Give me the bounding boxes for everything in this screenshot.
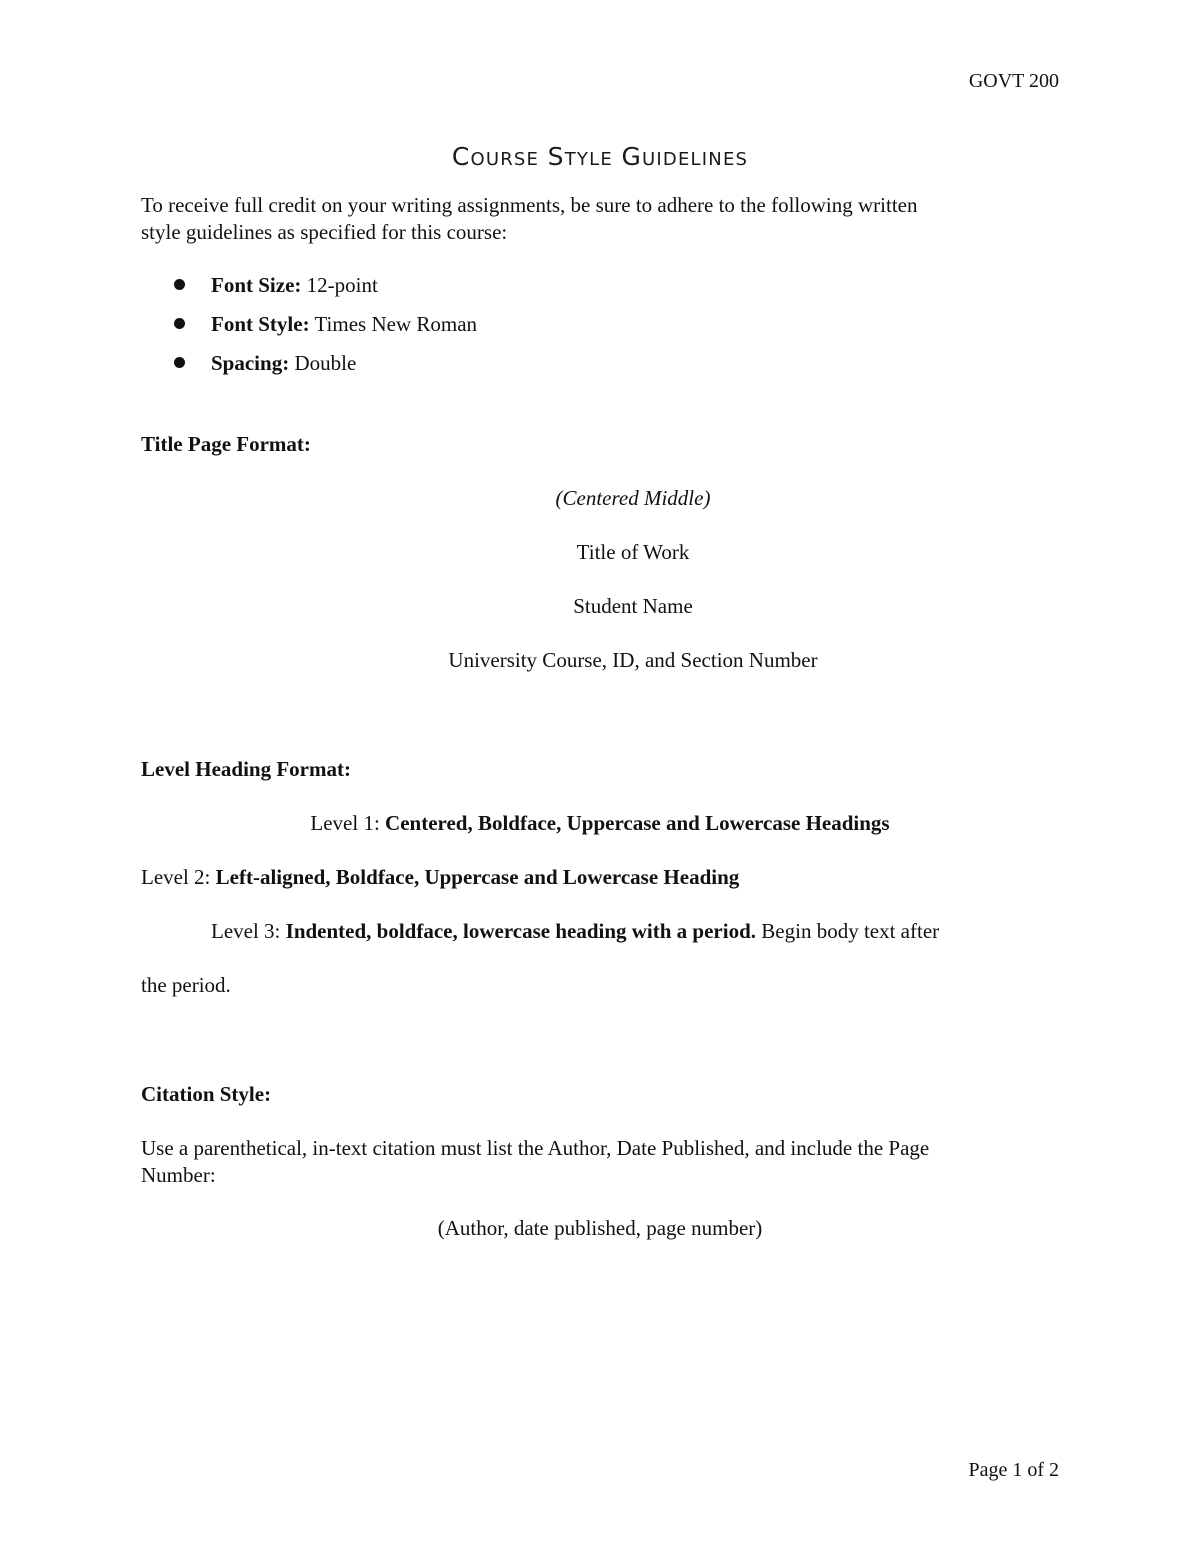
intro-line-2: style guidelines as specified for this course: — [141, 220, 508, 244]
level-heading-heading: Level Heading Format: — [141, 757, 351, 781]
list-item — [141, 348, 477, 387]
bullet-icon — [174, 318, 185, 329]
bullet-label: Font Size: — [211, 273, 302, 297]
citation-line-2: Number: — [141, 1163, 216, 1187]
title-page-line-1: (Centered Middle) — [555, 486, 711, 510]
bullet-label: Font Style: — [211, 312, 310, 336]
bullet-value: 12-point — [306, 273, 378, 297]
level-3-continuation: the period. — [141, 973, 231, 997]
citation-example: (Author, date published, page number) — [437, 1216, 763, 1240]
bullet-value: Double — [294, 351, 357, 375]
bullet-icon — [174, 357, 185, 368]
bullet-label: Spacing: — [211, 351, 290, 375]
intro-line-1: To receive full credit on your writing assignments, be sure to adhere to the following written — [141, 193, 918, 217]
title-page-line-4: University Course, ID, and Section Number — [448, 648, 818, 672]
level-3-example: Level 3: Indented, boldface, lowercase heading with a period. Begin body text after — [211, 919, 940, 943]
bullet-icon — [174, 279, 185, 290]
style-requirements-list — [141, 270, 477, 387]
citation-line-1: Use a parenthetical, in-text citation must list the Author, Date Published, and include the Page — [141, 1136, 930, 1160]
citation-paragraph — [141, 1135, 929, 1189]
list-item — [141, 309, 477, 348]
page-title: COURSE STYLE GUIDELINES — [451, 142, 749, 171]
page-number-footer: Page 1 of 2 — [968, 1459, 1059, 1481]
level-2-example: Level 2: Left-aligned, Boldface, Uppercase and Lowercase Heading — [141, 865, 740, 889]
title-page-line-3: Student Name — [573, 594, 693, 618]
intro-paragraph — [141, 192, 1041, 246]
title-page-heading: Title Page Format: — [141, 432, 311, 456]
course-code-header: GOVT 200 — [968, 70, 1059, 92]
list-item — [141, 270, 477, 309]
bullet-value: Times New Roman — [314, 312, 478, 336]
title-page-line-2: Title of Work — [576, 540, 690, 564]
citation-heading: Citation Style: — [141, 1082, 272, 1106]
level-1-example: Level 1: Centered, Boldface, Uppercase and Lowercase Headings — [310, 811, 890, 835]
